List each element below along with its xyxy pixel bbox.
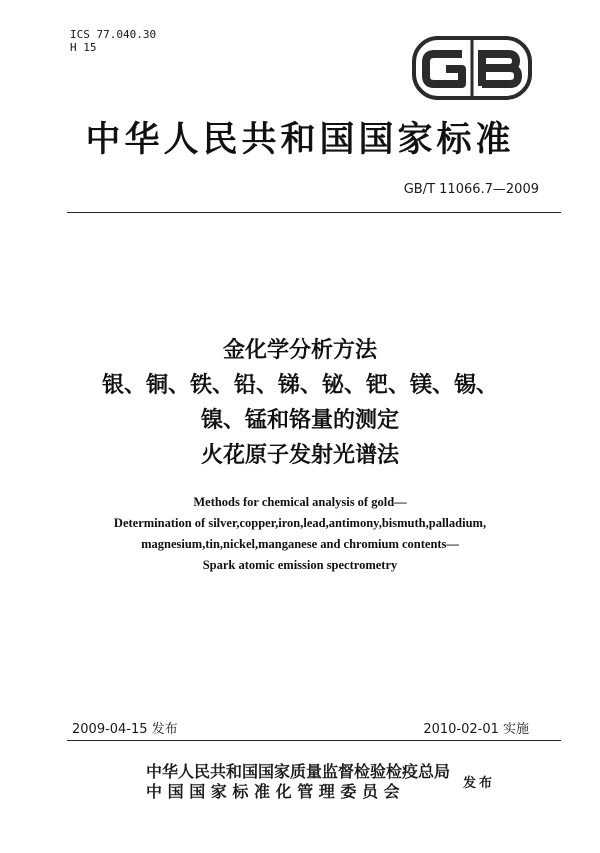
gb-logo <box>412 36 532 100</box>
english-title-line: magnesium,tin,nickel,manganese and chromium contents— <box>141 537 459 551</box>
chinese-title-line: 银、铜、铁、铅、锑、铋、钯、镁、锡、 <box>101 373 498 398</box>
classification-codes <box>70 28 156 54</box>
issuing-authorities <box>146 762 450 802</box>
gb-logo-graphic <box>412 36 532 100</box>
chinese-title <box>0 333 600 473</box>
issue-date: 2009-04-15 发布 <box>72 722 178 737</box>
implementation-date: 2010-02-01 实施 <box>423 722 529 737</box>
issuer-sac: 中国国家标准化管理委员会 <box>146 782 406 801</box>
standard-title: 中华人民共和国国家标准 <box>85 119 515 160</box>
header-divider <box>67 212 561 213</box>
ccs-code: H 15 <box>70 41 97 54</box>
chinese-title-line: 火花原子发射光谱法 <box>200 443 399 468</box>
issuer-aqsiq: 中华人民共和国国家质量监督检验检疫总局 <box>146 762 451 781</box>
english-title-line: Determination of silver,copper,iron,lead,antimony,bismuth,palladium, <box>113 516 487 530</box>
english-title-line: Spark atomic emission spectrometry <box>202 558 398 572</box>
ics-code: ICS 77.040.30 <box>70 28 157 41</box>
english-title <box>0 492 600 576</box>
standard-number: GB/T 11066.7—2009 <box>403 182 539 197</box>
publish-label: 发布 <box>463 776 496 791</box>
chinese-title-line: 镍、锰和铬量的测定 <box>200 408 399 433</box>
footer-divider <box>67 740 561 741</box>
english-title-line: Methods for chemical analysis of gold— <box>193 495 407 509</box>
chinese-title-line: 金化学分析方法 <box>222 338 377 363</box>
